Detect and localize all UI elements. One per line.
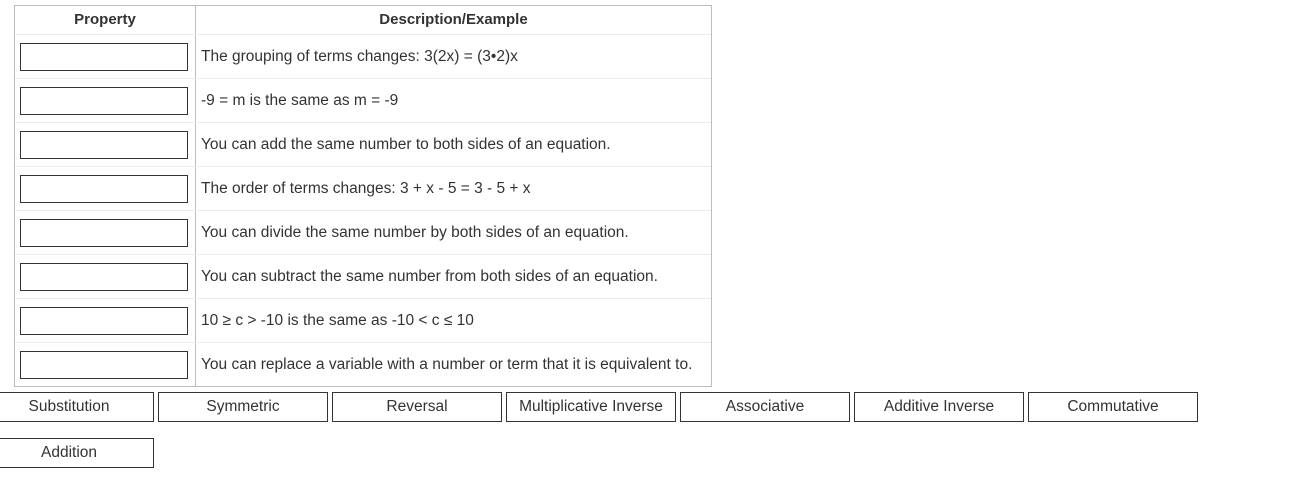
choice-substitution[interactable]: Substitution — [0, 392, 154, 422]
description-cell: You can replace a variable with a number or term that it is equivalent to. — [201, 355, 693, 373]
choice-reversal[interactable]: Reversal — [332, 392, 502, 422]
property-drop-target-6[interactable] — [20, 263, 188, 291]
property-cell — [15, 167, 196, 210]
property-drop-target-1[interactable] — [20, 43, 188, 71]
choice-additive-inverse[interactable]: Additive Inverse — [854, 392, 1024, 422]
property-cell — [15, 255, 196, 298]
property-drop-target-4[interactable] — [20, 175, 188, 203]
property-drop-target-2[interactable] — [20, 87, 188, 115]
table-row — [15, 299, 711, 343]
description-column-header: Description/Example — [379, 11, 528, 28]
table-row — [15, 255, 711, 299]
property-drop-target-5[interactable] — [20, 219, 188, 247]
choice-associative[interactable]: Associative — [680, 392, 850, 422]
choice-symmetric[interactable]: Symmetric — [158, 392, 328, 422]
property-cell — [15, 35, 196, 78]
table-row — [15, 35, 711, 79]
table-row — [15, 211, 711, 255]
property-cell — [15, 211, 196, 254]
property-column-header: Property — [15, 6, 196, 34]
property-drop-target-3[interactable] — [20, 131, 188, 159]
description-cell: The grouping of terms changes: 3(2x) = (3•2)x — [201, 47, 518, 65]
table-row — [15, 123, 711, 167]
description-cell: You can add the same number to both sides of an equation. — [201, 135, 611, 153]
property-drop-target-7[interactable] — [20, 307, 188, 335]
description-cell: -9 = m is the same as m = -9 — [201, 91, 399, 109]
description-cell: You can divide the same number by both sides of an equation. — [201, 223, 629, 241]
choice-addition[interactable]: Addition — [0, 438, 154, 468]
property-cell — [15, 79, 196, 122]
choice-multiplicative-inverse[interactable]: Multiplicative Inverse — [506, 392, 676, 422]
description-cell: You can subtract the same number from both sides of an equation. — [201, 267, 658, 285]
table-row — [15, 167, 711, 211]
property-drop-target-8[interactable] — [20, 351, 188, 379]
description-cell: The order of terms changes: 3 + x - 5 = 3 - 5 + x — [201, 179, 531, 197]
property-cell — [15, 343, 196, 386]
property-cell — [15, 299, 196, 342]
table-row — [15, 343, 711, 386]
table-row — [15, 79, 711, 123]
property-cell — [15, 123, 196, 166]
description-cell: 10 ≥ c > -10 is the same as -10 < c ≤ 10 — [201, 311, 474, 329]
choice-commutative[interactable]: Commutative — [1028, 392, 1198, 422]
table-header — [15, 6, 711, 35]
matching-table — [14, 5, 712, 387]
